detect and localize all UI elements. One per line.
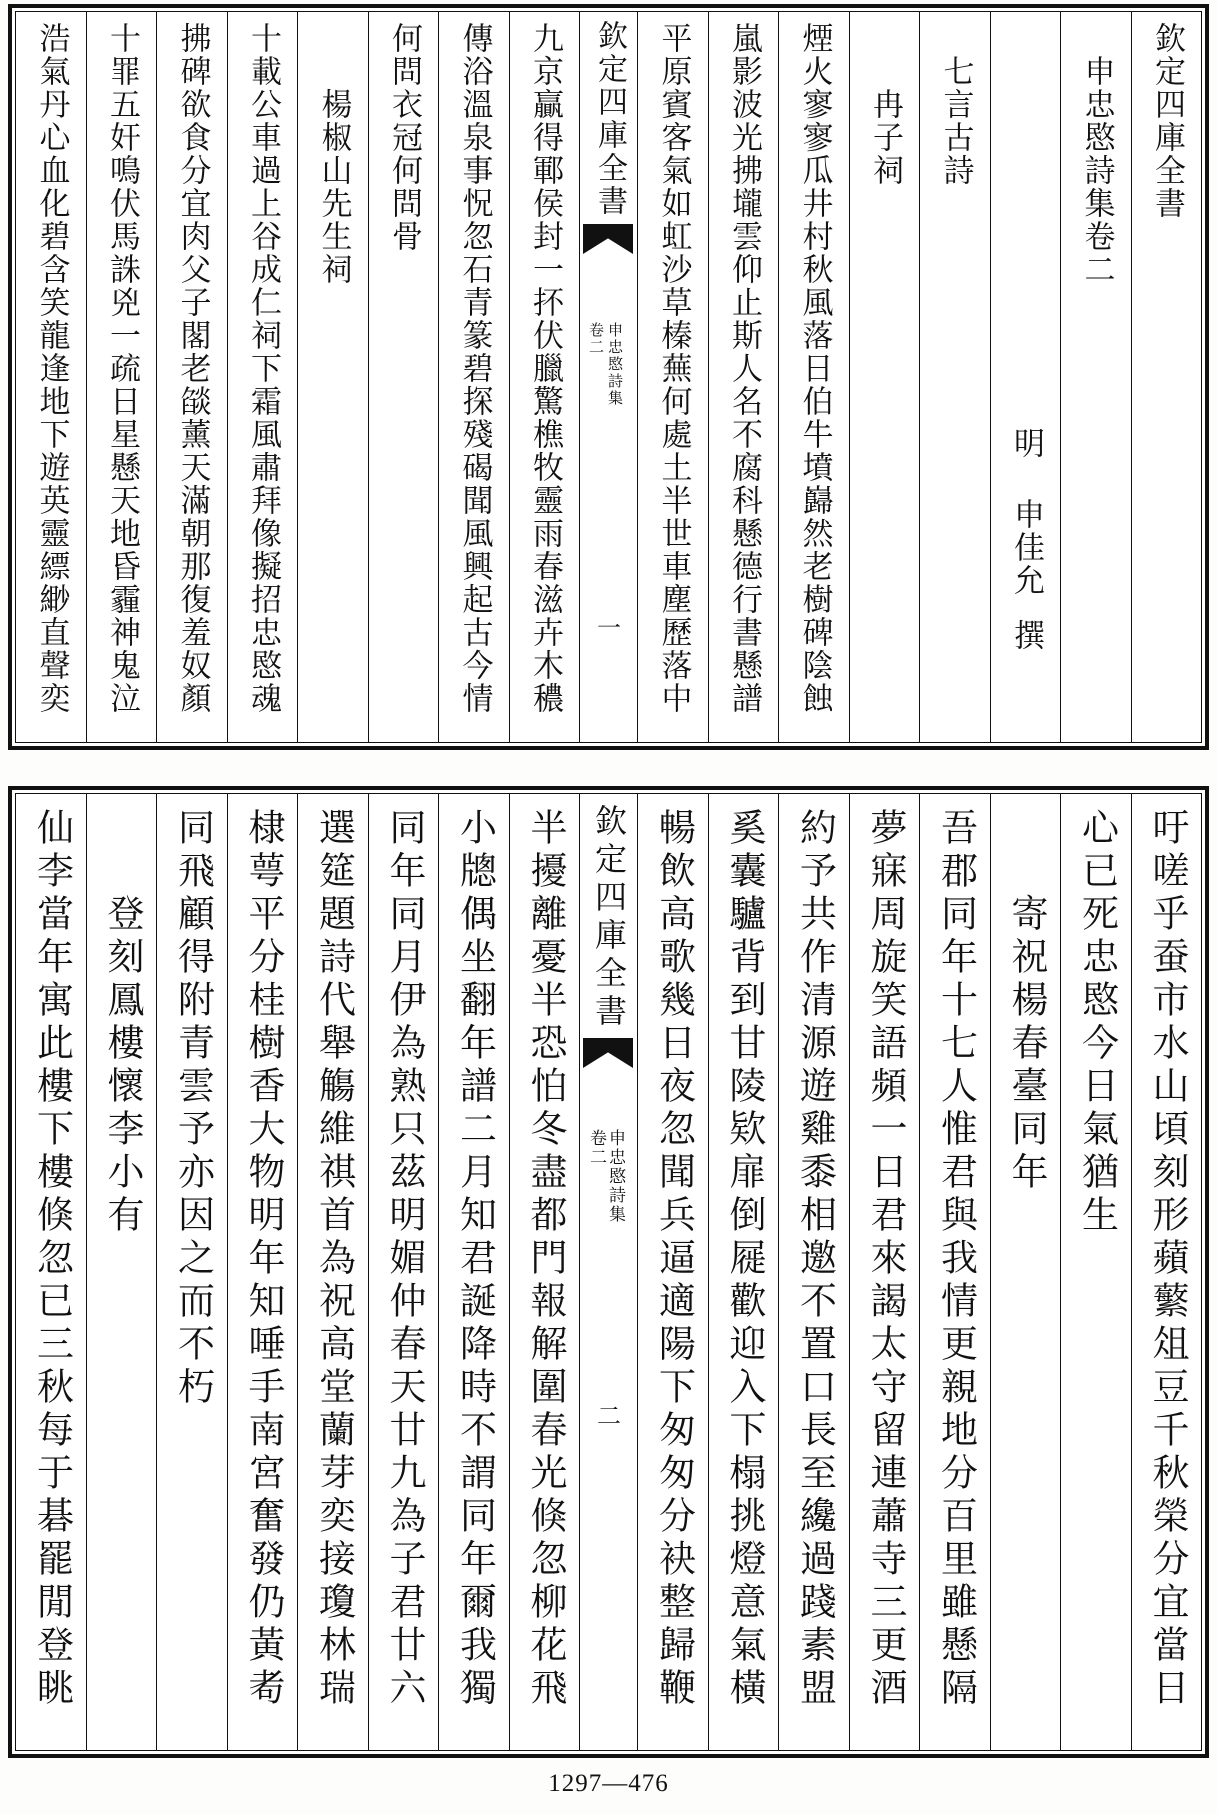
page-panel-top <box>8 4 1209 750</box>
poem-line: 嵐影波光拂壠雲仰止斯人名不腐科懸德行書懸譜 <box>708 12 779 742</box>
spine-book-title: 申忠愍詩集 <box>606 322 624 407</box>
page-frame <box>15 11 1202 743</box>
poem-line: 浩氣丹心血化碧含笑龍逢地下遊英靈縹緲直聲奕 <box>33 22 70 715</box>
poem-line: 小牕偶坐翻年譜二月知君誕降時不謂同年爾我獨 <box>438 794 509 1750</box>
author-name: 申佳允 <box>1008 498 1044 597</box>
poem-line: 平原賓客氣如虹沙草榛蕪何處土半世車塵歷落中 <box>637 12 708 742</box>
spine-header: 欽定四庫全書 <box>590 804 628 1032</box>
spine-caption <box>586 1129 624 1259</box>
poem-line: 吁嗟乎蚕市水山頃刻形蘋蘩俎豆千秋榮分宜當日 <box>1131 794 1202 1750</box>
poem-line: 心已死忠愍今日氣猶生 <box>1060 794 1131 1750</box>
fishtail-mark <box>583 1038 633 1068</box>
spine-caption <box>586 322 624 452</box>
collection-title: 申忠愍詩集卷二 <box>1060 12 1131 742</box>
poem-line: 拂碑欲食分宜肉父子閣老燄薰天滿朝那復羞奴顏 <box>156 12 227 742</box>
poem-line: 奚囊驢背到甘陵欵扉倒屣歡迎入下榻挑燈意氣橫 <box>708 794 779 1750</box>
center-spine <box>579 12 637 742</box>
page-frame <box>15 793 1202 1751</box>
page-panel-bottom <box>8 786 1209 1758</box>
folio-number: 二 <box>597 1402 621 1430</box>
poem-line: 約予共作清源遊雞黍相邀不置口長至纔過踐素盟 <box>778 794 849 1750</box>
poem-line: 何問衣冠何問骨 <box>368 12 439 742</box>
poem-line: 十罪五奸鳴伏馬誅兇一疏日星懸天地昏霾神鬼泣 <box>86 12 157 742</box>
poem-line: 暢飲高歌幾日夜忽聞兵逼適陽下匆匆分袂整歸鞭 <box>637 794 708 1750</box>
poem-line: 夢寐周旋笑語頻一日君來謁太守留連蕭寺三更酒 <box>849 794 920 1750</box>
page-number: 1297—476 <box>548 1770 669 1797</box>
folio-number: 一 <box>597 614 621 642</box>
author-line <box>990 12 1061 742</box>
poem-line: 同飛顧得附青雲予亦因之而不朽 <box>156 794 227 1750</box>
poem-title: 冉子祠 <box>849 12 920 742</box>
spine-volume: 卷二 <box>587 322 605 356</box>
poem-title: 楊椒山先生祠 <box>297 12 368 742</box>
center-spine <box>579 794 637 1750</box>
poem-line: 九京贏得鄆侯封一抔伏臘驚樵牧靈雨春滋卉木穠 <box>509 12 580 742</box>
section-heading: 七言古詩 <box>919 12 990 742</box>
poem-title: 寄祝楊春臺同年 <box>990 794 1061 1750</box>
series-title: 欽定四庫全書 <box>1131 12 1202 742</box>
spine-header: 欽定四庫全書 <box>592 20 627 218</box>
poem-line: 同年同月伊為熟只茲明媚仲春天廿九為子君廿六 <box>368 794 439 1750</box>
fishtail-mark <box>583 224 633 254</box>
poem-line: 棣萼平分桂樹香大物明年知唾手南宮奮發仍黃耇 <box>227 794 298 1750</box>
spine-book-title: 申忠愍詩集 <box>605 1129 625 1224</box>
poem-title: 登刻鳳樓懷李小有 <box>86 794 157 1750</box>
poem-line: 傳浴溫泉事怳忽石青篆碧探殘碣聞風興起古今情 <box>438 12 509 742</box>
poem-line: 選筵題詩代舉觴維祺首為祝高堂蘭芽奕接瓊林瑞 <box>297 794 368 1750</box>
poem-line: 煙火寥寥瓜井村秋風落日伯牛墳巋然老樹碑陰蝕 <box>778 12 849 742</box>
poem-line: 半擾離憂半恐怕冬盡都門報解圍春光倏忽柳花飛 <box>509 794 580 1750</box>
spine-volume: 卷二 <box>586 1129 606 1167</box>
poem-line: 十載公車過上谷成仁祠下霜風肅拜像擬招忠愍魂 <box>227 12 298 742</box>
author-dynasty: 明 <box>1008 427 1044 460</box>
poem-line: 仙李當年寓此樓下樓倏忽已三秋每于碁罷閒登眺 <box>30 808 74 1711</box>
author-role: 撰 <box>1008 619 1044 652</box>
poem-line: 吾郡同年十七人惟君與我情更親地分百里雖懸隔 <box>919 794 990 1750</box>
